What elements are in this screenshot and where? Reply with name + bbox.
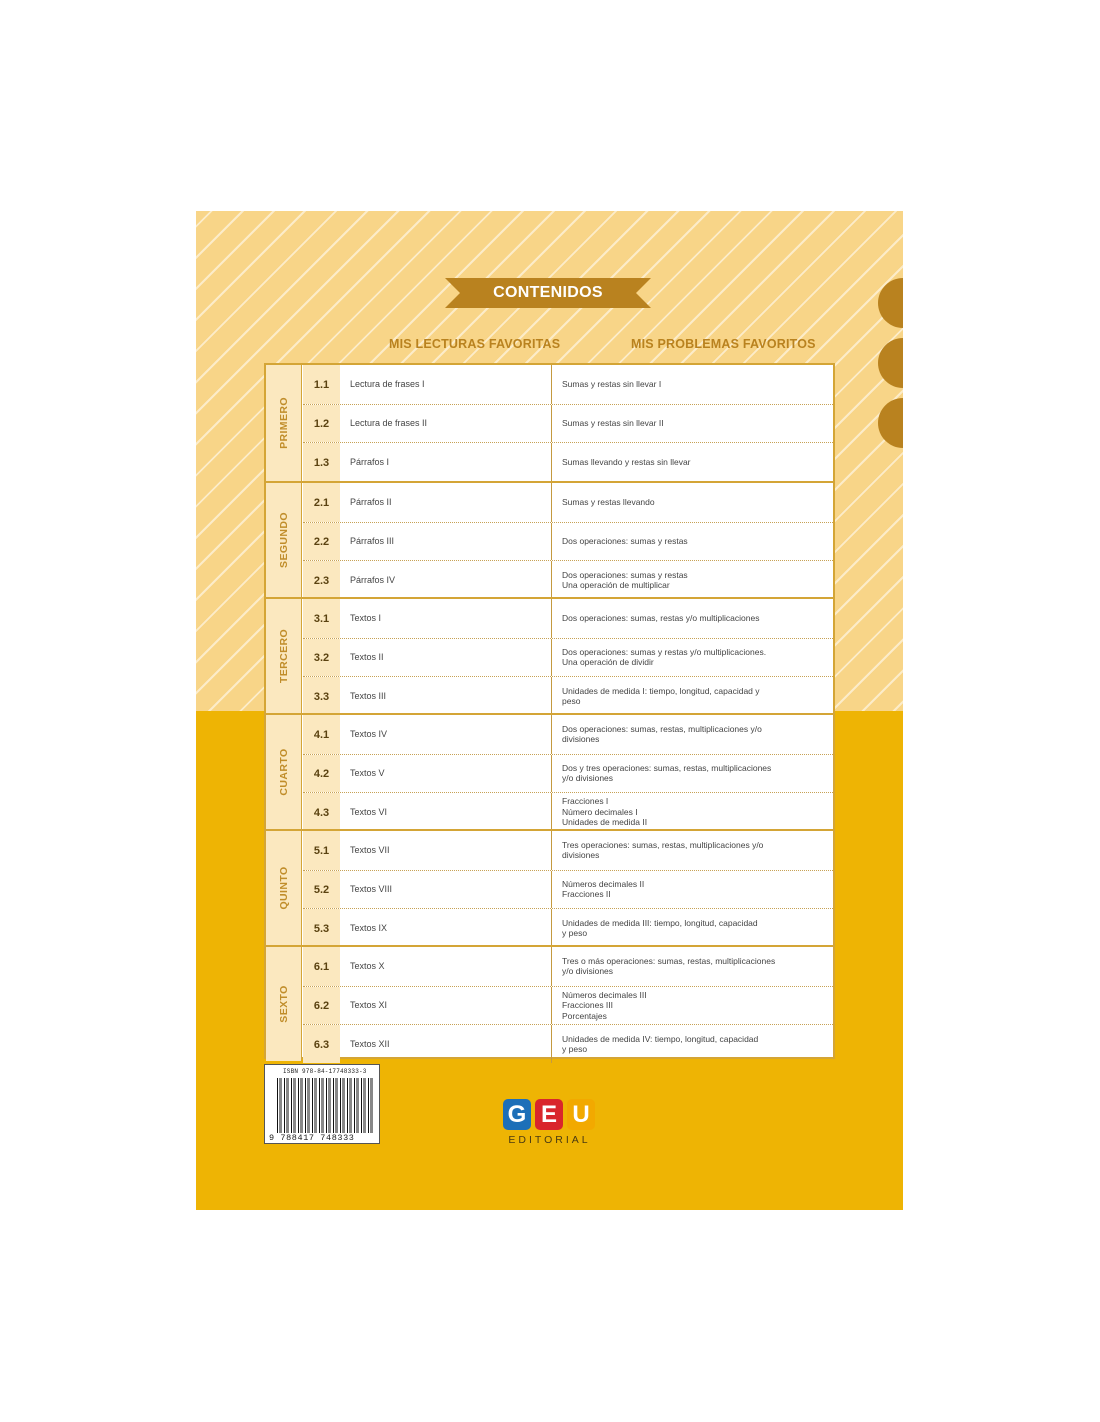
- row-number: 3.1: [303, 599, 340, 638]
- barcode-number: 9 788417 748333: [269, 1133, 355, 1143]
- column-divider: [551, 443, 552, 481]
- title-ribbon: [445, 278, 651, 308]
- grade-label: SEGUNDO: [277, 512, 290, 568]
- reading-title: Textos I: [350, 613, 382, 624]
- column-divider: [551, 599, 552, 638]
- row-number: 2.2: [303, 523, 340, 561]
- column-header-lecturas: MIS LECTURAS FAVORITAS: [389, 337, 561, 351]
- reading-title: Lectura de frases II: [350, 418, 428, 429]
- problem-cell: [562, 871, 802, 909]
- problem-cell: [562, 561, 802, 599]
- column-divider: [551, 1025, 552, 1063]
- problem-cell: [562, 599, 802, 638]
- problem-cell: [562, 715, 802, 754]
- reading-title: Textos IX: [350, 923, 388, 934]
- column-divider: [551, 405, 552, 443]
- column-divider: [551, 677, 552, 715]
- table-row: [303, 831, 833, 870]
- problem-cell: [562, 831, 802, 870]
- table-row: [303, 560, 833, 599]
- column-divider: [551, 793, 552, 831]
- reading-title: Textos XI: [350, 1000, 388, 1011]
- grade-label-cell: [266, 715, 302, 829]
- problem-line: Unidades de medida III: tiempo, longitud, capacidad: [562, 917, 758, 928]
- table-row: [303, 947, 833, 986]
- problem-line: Fracciones I: [562, 796, 609, 807]
- row-number: 3.3: [303, 677, 340, 715]
- reading-title: Textos X: [350, 961, 385, 972]
- reading-title: Párrafos I: [350, 457, 390, 468]
- table-row: [303, 404, 833, 443]
- problem-line: Dos operaciones: sumas y restas y/o multiplicaciones.: [562, 646, 767, 657]
- grade-group: [266, 365, 833, 481]
- problem-line: Tres operaciones: sumas, restas, multiplicaciones y/o: [562, 839, 764, 850]
- column-divider: [551, 987, 552, 1025]
- grade-label: CUARTO: [277, 748, 290, 796]
- problem-cell: [562, 405, 802, 443]
- reading-title: Textos III: [350, 691, 387, 702]
- problem-line: Una operación de multiplicar: [562, 580, 670, 591]
- grade-label: SEXTO: [277, 985, 290, 1023]
- column-divider: [551, 523, 552, 561]
- grade-group: [266, 945, 833, 1061]
- problem-line: Sumas y restas sin llevar II: [562, 418, 664, 429]
- problem-cell: [562, 987, 802, 1025]
- row-number: 5.1: [303, 831, 340, 870]
- problem-line: Fracciones II: [562, 889, 611, 900]
- row-number: 3.2: [303, 639, 340, 677]
- table-row: [303, 522, 833, 561]
- reading-title: Párrafos III: [350, 536, 395, 547]
- reading-title: Párrafos II: [350, 497, 392, 508]
- table-row: [303, 715, 833, 754]
- reading-title: Textos V: [350, 768, 385, 779]
- problem-line: y peso: [562, 1044, 588, 1055]
- problem-cell: [562, 793, 802, 831]
- reading-title: Textos VII: [350, 845, 390, 856]
- row-number: 4.1: [303, 715, 340, 754]
- row-number: 2.3: [303, 561, 340, 599]
- problem-cell: [562, 365, 802, 404]
- problem-cell: [562, 1025, 802, 1063]
- row-number: 1.1: [303, 365, 340, 404]
- problem-line: Fracciones III: [562, 1000, 614, 1011]
- grade-group: [266, 597, 833, 713]
- row-number: 6.1: [303, 947, 340, 986]
- back-cover: [196, 211, 903, 1210]
- reading-title: Textos VI: [350, 807, 388, 818]
- problem-line: Porcentajes: [562, 1010, 607, 1021]
- table-row: [303, 676, 833, 715]
- reading-title: Párrafos IV: [350, 575, 396, 586]
- column-divider: [551, 639, 552, 677]
- barcode: [264, 1064, 380, 1144]
- problem-line: Dos operaciones: sumas, restas, multiplicaciones y/o: [562, 723, 762, 734]
- grade-label-cell: [266, 831, 302, 945]
- column-header-problemas: MIS PROBLEMAS FAVORITOS: [631, 337, 816, 351]
- problem-line: Dos operaciones: sumas y restas: [562, 569, 688, 580]
- table-row: [303, 908, 833, 947]
- problem-line: Números decimales II: [562, 878, 645, 889]
- row-number: 6.3: [303, 1025, 340, 1063]
- problem-line: Unidades de medida IV: tiempo, longitud, capacidad: [562, 1033, 759, 1044]
- table-row: [303, 754, 833, 793]
- problem-line: Dos operaciones: sumas, restas y/o multiplicaciones: [562, 613, 760, 624]
- contents-table: [264, 363, 835, 1059]
- table-row: [303, 442, 833, 481]
- publisher-logo: [503, 1099, 596, 1149]
- column-divider: [551, 871, 552, 909]
- table-row: [303, 483, 833, 522]
- problem-line: Números decimales III: [562, 989, 647, 1000]
- row-number: 4.3: [303, 793, 340, 831]
- reading-title: Textos XII: [350, 1039, 390, 1050]
- column-divider: [551, 755, 552, 793]
- problem-line: Tres o más operaciones: sumas, restas, multiplicaciones: [562, 955, 776, 966]
- problem-line: y/o divisiones: [562, 773, 614, 784]
- grade-label: PRIMERO: [277, 397, 290, 449]
- problem-line: divisiones: [562, 850, 600, 861]
- reading-title: Textos VIII: [350, 884, 393, 895]
- row-number: 5.3: [303, 909, 340, 947]
- column-divider: [551, 831, 552, 870]
- table-row: [303, 365, 833, 404]
- problem-line: peso: [562, 696, 581, 707]
- logo-subtitle: EDITORIAL: [508, 1134, 591, 1146]
- row-number: 1.3: [303, 443, 340, 481]
- problem-cell: [562, 947, 802, 986]
- column-divider: [551, 365, 552, 404]
- barcode-bars: [277, 1078, 375, 1133]
- problem-line: y/o divisiones: [562, 966, 614, 977]
- problem-line: Sumas y restas llevando: [562, 497, 655, 508]
- grade-group: [266, 829, 833, 945]
- problem-cell: [562, 677, 802, 715]
- problem-cell: [562, 639, 802, 677]
- table-row: [303, 792, 833, 831]
- reading-title: Textos IV: [350, 729, 388, 740]
- problem-line: Unidades de medida I: tiempo, longitud, capacidad y: [562, 685, 760, 696]
- isbn-label: ISBN 978-84-17748333-3: [283, 1068, 367, 1075]
- grade-label: QUINTO: [277, 866, 290, 910]
- problem-line: Una operación de dividir: [562, 657, 654, 668]
- problem-cell: [562, 909, 802, 947]
- row-number: 5.2: [303, 871, 340, 909]
- problem-cell: [562, 523, 802, 561]
- logo-letter-g: G: [503, 1099, 531, 1130]
- column-divider: [551, 909, 552, 947]
- grade-label-cell: [266, 599, 302, 713]
- logo-letter-u: U: [567, 1099, 595, 1130]
- column-divider: [551, 715, 552, 754]
- column-divider: [551, 483, 552, 522]
- grade-label-cell: [266, 947, 302, 1061]
- reading-title: Textos II: [350, 652, 384, 663]
- problem-cell: [562, 443, 802, 481]
- problem-line: Unidades de medida II: [562, 817, 648, 828]
- problem-cell: [562, 755, 802, 793]
- problem-line: divisiones: [562, 734, 600, 745]
- table-row: [303, 599, 833, 638]
- page-title: CONTENIDOS: [493, 284, 603, 301]
- table-row: [303, 1024, 833, 1063]
- problem-line: Dos y tres operaciones: sumas, restas, multiplicaciones: [562, 762, 772, 773]
- row-number: 6.2: [303, 987, 340, 1025]
- row-number: 4.2: [303, 755, 340, 793]
- problem-line: Sumas llevando y restas sin llevar: [562, 456, 691, 467]
- problem-cell: [562, 483, 802, 522]
- row-number: 2.1: [303, 483, 340, 522]
- column-divider: [551, 947, 552, 986]
- grade-label-cell: [266, 365, 302, 481]
- problem-line: y peso: [562, 928, 588, 939]
- reading-title: Lectura de frases I: [350, 379, 425, 390]
- problem-line: Sumas y restas sin llevar I: [562, 379, 662, 390]
- problem-line: Dos operaciones: sumas y restas: [562, 536, 688, 547]
- table-row: [303, 638, 833, 677]
- problem-line: Número decimales I: [562, 806, 638, 817]
- table-row: [303, 986, 833, 1025]
- grade-label: TERCERO: [277, 628, 290, 684]
- row-number: 1.2: [303, 405, 340, 443]
- table-row: [303, 870, 833, 909]
- grade-group: [266, 713, 833, 829]
- column-divider: [551, 561, 552, 599]
- logo-letter-e: E: [535, 1099, 563, 1130]
- grade-group: [266, 481, 833, 597]
- grade-label-cell: [266, 483, 302, 597]
